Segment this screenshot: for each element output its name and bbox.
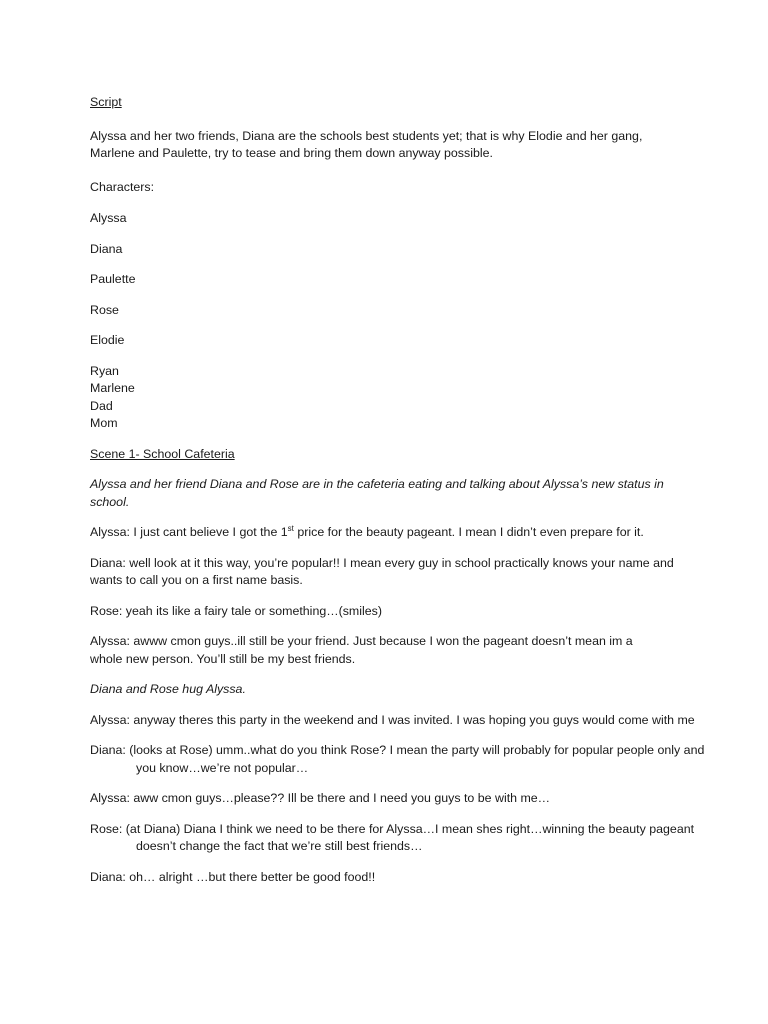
- dialogue-line: Diana: well look at it this way, you’re popular!! I mean every guy in school practically knows your name and wants to call you on a first name basis.: [90, 555, 674, 587]
- character-alyssa: Alyssa: [90, 211, 127, 225]
- character-diana: Diana: [90, 241, 123, 256]
- characters-label: Characters:: [90, 179, 155, 194]
- character-rose: Rose: [90, 302, 119, 317]
- dialogue-line: [90, 524, 680, 542]
- dialogue-line: Alyssa: awww cmon guys..ill still be your friend. Just because I won the pageant doesn’t mean im a whole new person. You’ll still be my best friends.: [90, 634, 633, 666]
- scene-title: Scene 1- School Cafeteria: [90, 446, 235, 461]
- stage-direction: Diana and Rose hug Alyssa.: [90, 682, 246, 696]
- character-mom: Mom: [90, 416, 118, 430]
- dialogue-line: Rose: yeah its like a fairy tale or something…(smiles): [90, 603, 382, 618]
- character-ryan: Ryan: [90, 363, 119, 378]
- script-heading: Script: [90, 95, 122, 109]
- dialogue-line: Rose: (at Diana) Diana I think we need to be there for Alyssa…I mean shes right…winning the beauty pageant doesn’t change the fact that we’re still best friends…: [90, 821, 695, 853]
- dialogue-line: Diana: (looks at Rose) umm..what do you think Rose? I mean the party will probably for popular people only and you know…we’re not popular…: [90, 743, 705, 775]
- character-dad: Dad: [90, 398, 113, 413]
- dialogue-text: Alyssa: I just cant believe I got the 1: [90, 525, 288, 539]
- intro-paragraph: Alyssa and her two friends, Diana are the schools best students yet; that is why Elodie and her gang, Marlene and Paulette, try to tease and bring them down anyway possible.: [90, 128, 643, 160]
- dialogue-text: price for the beauty pageant. I mean I didn’t even prepare for it.: [293, 525, 644, 539]
- superscript: st: [287, 524, 294, 533]
- character-elodie: Elodie: [90, 333, 125, 347]
- dialogue-line: Alyssa: anyway theres this party in the weekend and I was invited. I was hoping you guys would come with me: [90, 712, 695, 727]
- character-paulette: Paulette: [90, 272, 136, 286]
- stage-direction: Alyssa and her friend Diana and Rose are in the cafeteria eating and talking about Alyssa’s new status in school.: [90, 477, 664, 509]
- character-marlene: Marlene: [90, 381, 135, 395]
- dialogue-line: Diana: oh… alright …but there better be good food!!: [90, 869, 376, 884]
- dialogue-line: Alyssa: aww cmon guys…please?? Ill be there and I need you guys to be with me…: [90, 791, 551, 805]
- document-page: [90, 94, 705, 886]
